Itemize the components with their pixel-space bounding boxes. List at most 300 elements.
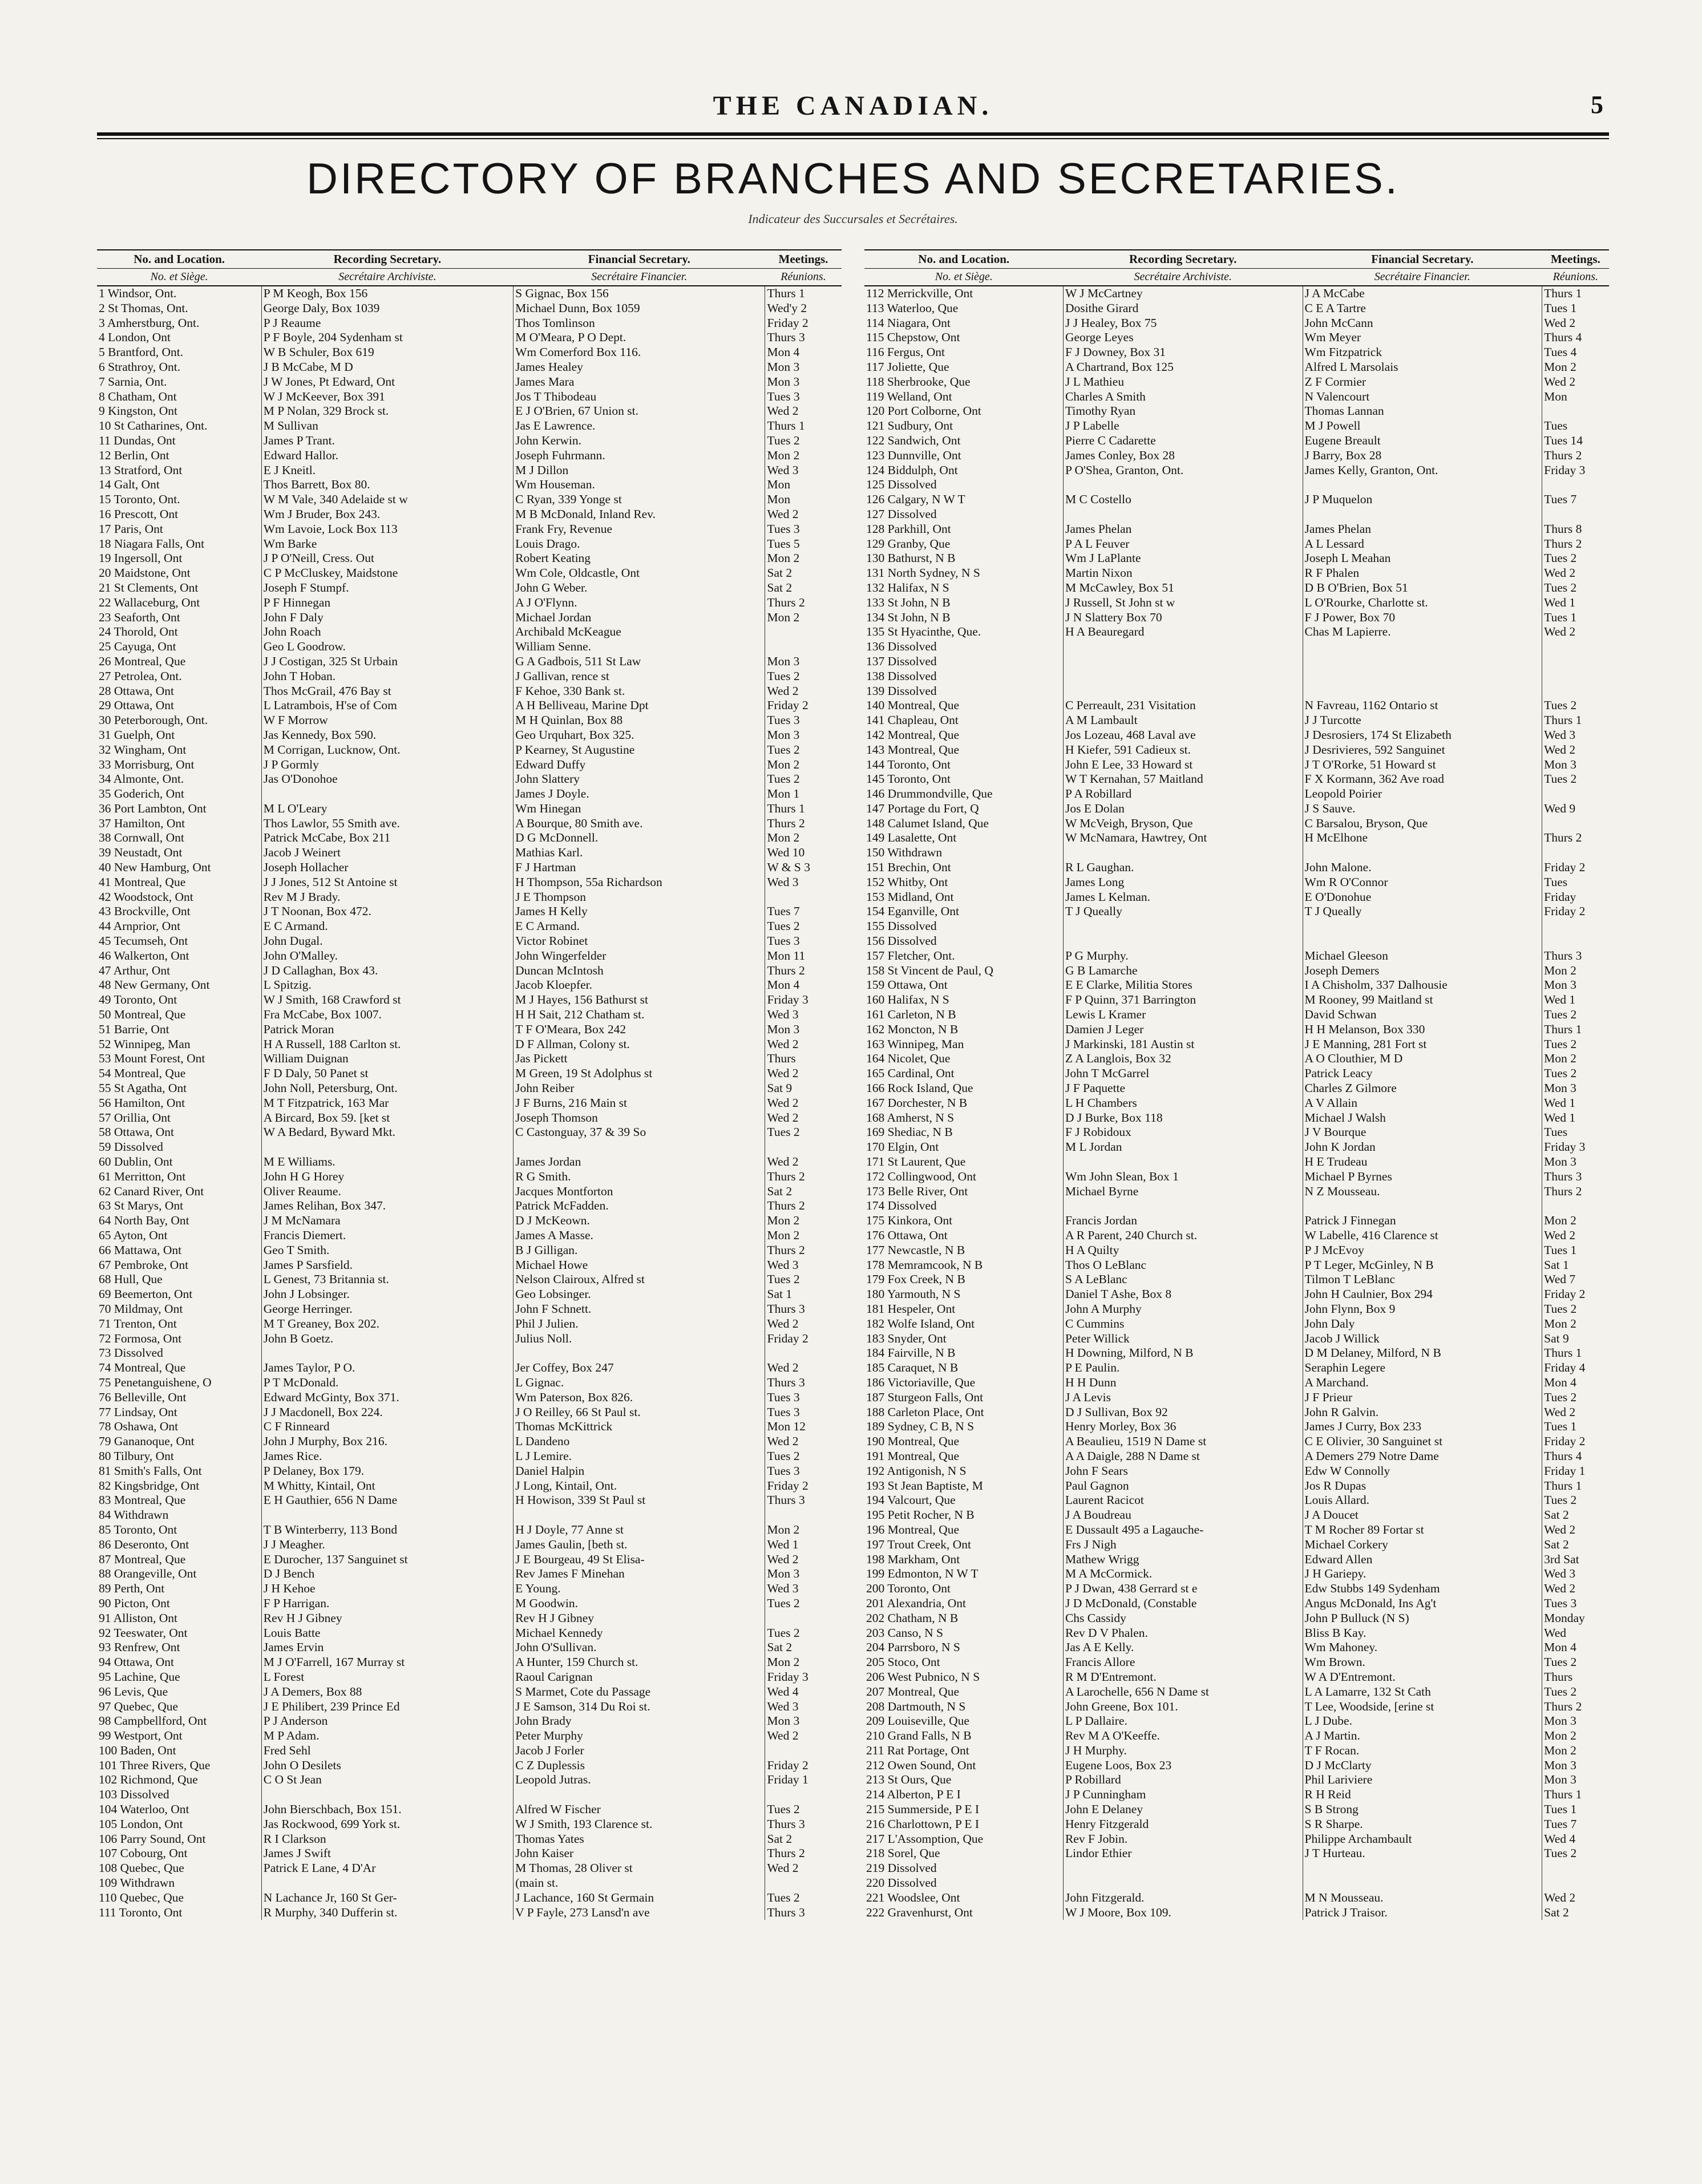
recording-secretary: James P Sarsfield. xyxy=(261,1258,513,1273)
recording-secretary: Wm Barke xyxy=(261,537,513,552)
financial-secretary: John Reiber xyxy=(514,1081,765,1096)
meeting-schedule: Wed'y 2 xyxy=(765,301,842,316)
branch-location: 72 Formosa, Ont xyxy=(99,1331,182,1345)
meeting-schedule: Thurs 8 xyxy=(1542,522,1609,537)
branch-location: 90 Picton, Ont xyxy=(99,1596,170,1610)
meeting-schedule: Tues 2 xyxy=(765,1272,842,1287)
meeting-schedule: Wed 3 xyxy=(765,1582,842,1596)
column-header-financial: Financial Secretary. xyxy=(514,250,765,269)
branch-location: 208 Dartmouth, N S xyxy=(866,1699,966,1713)
recording-secretary: John E Delaney xyxy=(1063,1802,1303,1817)
financial-secretary: Edward Allen xyxy=(1303,1552,1542,1567)
table-row xyxy=(97,1640,842,1655)
meeting-schedule: Wed 2 xyxy=(765,404,842,419)
financial-secretary: M Goodwin. xyxy=(514,1596,765,1611)
financial-secretary: L J Dube. xyxy=(1303,1714,1542,1729)
table-row xyxy=(864,1390,1609,1405)
table-row xyxy=(864,993,1609,1008)
branch-location: 191 Montreal, Que xyxy=(866,1449,960,1463)
meeting-schedule: Mon 4 xyxy=(765,345,842,360)
table-row xyxy=(864,1125,1609,1140)
financial-secretary: E C Armand. xyxy=(514,919,765,934)
financial-secretary xyxy=(1303,934,1542,949)
recording-secretary: James Rice. xyxy=(261,1449,513,1464)
financial-secretary: John F Schnett. xyxy=(514,1302,765,1317)
branch-location: 124 Biddulph, Ont xyxy=(866,463,958,477)
branch-location: 31 Guelph, Ont xyxy=(99,727,175,742)
meeting-schedule: Wed 2 xyxy=(1542,1891,1609,1906)
branch-location: 73 Dissolved xyxy=(99,1346,163,1360)
table-row xyxy=(864,640,1609,654)
table-row xyxy=(97,448,842,463)
recording-secretary: R I Clarkson xyxy=(261,1832,513,1847)
table-row xyxy=(97,316,842,331)
table-row xyxy=(97,1596,842,1611)
branch-location: 64 North Bay, Ont xyxy=(99,1214,189,1228)
branch-location: 180 Yarmouth, N S xyxy=(866,1287,961,1301)
recording-secretary: L H Chambers xyxy=(1063,1096,1303,1111)
branch-location: 108 Quebec, Que xyxy=(99,1861,184,1875)
table-row xyxy=(97,1184,842,1199)
financial-secretary: M N Mousseau. xyxy=(1303,1891,1542,1906)
branch-location: 142 Montreal, Que xyxy=(866,727,960,742)
recording-secretary: J P Cunningham xyxy=(1063,1787,1303,1802)
meeting-schedule: Tues 3 xyxy=(765,522,842,537)
financial-secretary: T Lee, Woodside, [erine st xyxy=(1303,1700,1542,1714)
table-row xyxy=(864,758,1609,773)
recording-secretary: C O St Jean xyxy=(261,1773,513,1787)
table-row xyxy=(97,1272,842,1287)
branch-location: 200 Toronto, Ont xyxy=(866,1582,951,1596)
recording-secretary: J A Levis xyxy=(1063,1390,1303,1405)
recording-secretary: P E Paulin. xyxy=(1063,1361,1303,1376)
recording-secretary: P M Keogh, Box 156 xyxy=(261,286,513,301)
recording-secretary: J L Mathieu xyxy=(1063,375,1303,390)
meeting-schedule: Friday 3 xyxy=(1542,463,1609,478)
financial-secretary: J S Sauve. xyxy=(1303,802,1542,816)
table-row xyxy=(864,1744,1609,1758)
financial-secretary: Michael P Byrnes xyxy=(1303,1170,1542,1184)
recording-secretary: John F Daly xyxy=(261,610,513,625)
recording-secretary: J P Labelle xyxy=(1063,419,1303,434)
recording-secretary: A Larochelle, 656 N Dame st xyxy=(1063,1685,1303,1700)
recording-secretary: W McVeigh, Bryson, Que xyxy=(1063,816,1303,831)
financial-secretary xyxy=(1303,1199,1542,1214)
financial-secretary: J V Bourque xyxy=(1303,1125,1542,1140)
table-row xyxy=(864,1787,1609,1802)
table-row xyxy=(97,1493,842,1508)
branch-location: 170 Elgin, Ont xyxy=(866,1140,939,1154)
meeting-schedule: Tues 2 xyxy=(765,1596,842,1611)
table-row xyxy=(864,1419,1609,1434)
financial-secretary xyxy=(1303,478,1542,492)
table-row xyxy=(97,625,842,640)
branch-location: 155 Dissolved xyxy=(866,919,937,933)
meeting-schedule: Tues 3 xyxy=(765,1464,842,1479)
recording-secretary: Lewis L Kramer xyxy=(1063,1008,1303,1022)
table-header-row xyxy=(97,250,842,269)
branch-location: 29 Ottawa, Ont xyxy=(99,698,174,713)
meeting-schedule: Mon 3 xyxy=(1542,1773,1609,1787)
branch-location: 25 Cayuga, Ont xyxy=(99,640,176,654)
branch-location: 82 Kingsbridge, Ont xyxy=(99,1478,200,1493)
table-row xyxy=(864,448,1609,463)
financial-secretary: A J O'Flynn. xyxy=(514,596,765,610)
financial-secretary: Patrick McFadden. xyxy=(514,1199,765,1214)
meeting-schedule: Mon 4 xyxy=(1542,1640,1609,1655)
financial-secretary: A O Clouthier, M D xyxy=(1303,1051,1542,1066)
branch-location: 92 Teeswater, Ont xyxy=(99,1625,188,1640)
table-row xyxy=(97,1390,842,1405)
branch-location: 89 Perth, Ont xyxy=(99,1582,165,1596)
recording-secretary: C F Rinneard xyxy=(261,1419,513,1434)
recording-secretary: J J Healey, Box 75 xyxy=(1063,316,1303,331)
financial-secretary: J Gallivan, rence st xyxy=(514,669,765,684)
branch-location: 91 Alliston, Ont xyxy=(99,1611,177,1625)
financial-secretary: H Thompson, 55a Richardson xyxy=(514,875,765,890)
table-row xyxy=(97,698,842,713)
recording-secretary: M Corrigan, Lucknow, Ont. xyxy=(261,743,513,758)
meeting-schedule: Mon xyxy=(1542,390,1609,405)
recording-secretary: T B Winterberry, 113 Bond xyxy=(261,1523,513,1538)
table-row xyxy=(97,1626,842,1641)
table-row xyxy=(97,949,842,964)
recording-secretary: Pierre C Cadarette xyxy=(1063,434,1303,448)
table-row xyxy=(864,1376,1609,1390)
table-row xyxy=(864,772,1609,787)
branch-location: 120 Port Colborne, Ont xyxy=(866,404,981,418)
branch-location: 98 Campbellford, Ont xyxy=(99,1714,207,1728)
branch-location: 185 Caraquet, N B xyxy=(866,1361,959,1375)
branch-location: 80 Tilbury, Ont xyxy=(99,1449,174,1463)
branch-location: 203 Canso, N S xyxy=(866,1625,943,1640)
financial-secretary: J A Doucet xyxy=(1303,1508,1542,1523)
financial-secretary xyxy=(514,1787,765,1802)
meeting-schedule: Wed 2 xyxy=(1542,1523,1609,1538)
financial-secretary: J Lachance, 160 St Germain xyxy=(514,1891,765,1906)
table-body-left xyxy=(97,286,842,1920)
meeting-schedule: Tues 2 xyxy=(765,1802,842,1817)
table-row xyxy=(864,1523,1609,1538)
branch-location: 48 New Germany, Ont xyxy=(99,978,210,992)
meeting-schedule xyxy=(1542,1861,1609,1876)
branch-location: 86 Deseronto, Ont xyxy=(99,1537,189,1551)
financial-secretary xyxy=(1303,640,1542,654)
meeting-schedule: Friday 3 xyxy=(765,993,842,1008)
table-row xyxy=(97,846,842,860)
branch-location: 58 Ottawa, Ont xyxy=(99,1125,174,1139)
financial-secretary: John Kerwin. xyxy=(514,434,765,448)
financial-secretary: Robert Keating xyxy=(514,551,765,566)
branch-location: 33 Morrisburg, Ont xyxy=(99,757,195,771)
branch-location: 44 Arnprior, Ont xyxy=(99,919,181,933)
financial-secretary: A Hunter, 159 Church st. xyxy=(514,1655,765,1670)
meeting-schedule: Tues 7 xyxy=(1542,1817,1609,1832)
meeting-schedule: Wed 1 xyxy=(1542,993,1609,1008)
meeting-schedule xyxy=(765,1876,842,1891)
financial-secretary: P J McEvoy xyxy=(1303,1243,1542,1258)
branch-location: 39 Neustadt, Ont xyxy=(99,846,183,860)
financial-secretary: J F Prieur xyxy=(1303,1390,1542,1405)
financial-secretary: F Kehoe, 330 Bank st. xyxy=(514,684,765,699)
table-row xyxy=(97,831,842,846)
financial-secretary: J F Burns, 216 Main st xyxy=(514,1096,765,1111)
financial-secretary: C Barsalou, Bryson, Que xyxy=(1303,816,1542,831)
recording-secretary: E C Armand. xyxy=(261,919,513,934)
recording-secretary: John J Lobsinger. xyxy=(261,1287,513,1302)
meeting-schedule: Wed 3 xyxy=(1542,728,1609,743)
meeting-schedule: Mon 2 xyxy=(1542,964,1609,978)
meeting-schedule: Sat 2 xyxy=(765,1640,842,1655)
branch-location: 173 Belle River, Ont xyxy=(866,1184,968,1198)
table-row xyxy=(97,1685,842,1700)
meeting-schedule: Tues 2 xyxy=(1542,1302,1609,1317)
table-row xyxy=(864,301,1609,316)
financial-secretary: S Marmet, Cote du Passage xyxy=(514,1685,765,1700)
financial-secretary xyxy=(1303,654,1542,669)
table-row xyxy=(97,1582,842,1596)
meeting-schedule: Tues 1 xyxy=(1542,301,1609,316)
table-row xyxy=(97,522,842,537)
table-row xyxy=(864,1714,1609,1729)
recording-secretary: P J Anderson xyxy=(261,1714,513,1729)
table-row xyxy=(97,1434,842,1449)
meeting-schedule: Wed 2 xyxy=(765,1434,842,1449)
branch-location: 102 Richmond, Que xyxy=(99,1773,198,1787)
meeting-schedule: Thurs 1 xyxy=(1542,713,1609,728)
table-row xyxy=(864,537,1609,552)
recording-secretary xyxy=(1063,640,1303,654)
branch-location: 164 Nicolet, Que xyxy=(866,1051,951,1066)
recording-secretary: Michael Byrne xyxy=(1063,1184,1303,1199)
recording-secretary xyxy=(1063,507,1303,522)
column-header-financial: Financial Secretary. xyxy=(1303,250,1542,269)
meeting-schedule: Wed 3 xyxy=(765,1258,842,1273)
meeting-schedule: Sat 2 xyxy=(1542,1508,1609,1523)
financial-secretary: James Gaulin, [beth st. xyxy=(514,1538,765,1552)
table-row xyxy=(864,1626,1609,1641)
branch-location: 183 Snyder, Ont xyxy=(866,1331,947,1345)
branch-location: 13 Stratford, Ont xyxy=(99,463,183,477)
table-row xyxy=(97,1214,842,1228)
branch-location: 46 Walkerton, Ont xyxy=(99,948,189,962)
recording-secretary: Francis Jordan xyxy=(1063,1214,1303,1228)
recording-secretary: W J McCartney xyxy=(1063,286,1303,301)
recording-secretary xyxy=(1063,919,1303,934)
column-header-location: No. and Location. xyxy=(97,250,261,269)
financial-secretary: L Dandeno xyxy=(514,1434,765,1449)
recording-secretary: Rev D V Phalen. xyxy=(1063,1626,1303,1641)
meeting-schedule: Mon 11 xyxy=(765,949,842,964)
table-row xyxy=(864,507,1609,522)
recording-secretary: James Taylor, P O. xyxy=(261,1361,513,1376)
recording-secretary: J J Macdonell, Box 224. xyxy=(261,1405,513,1420)
recording-secretary: N Lachance Jr, 160 St Ger- xyxy=(261,1891,513,1906)
meeting-schedule: Friday 3 xyxy=(1542,1140,1609,1155)
meeting-schedule: Friday 2 xyxy=(765,1758,842,1773)
branch-location: 157 Fletcher, Ont. xyxy=(866,948,955,962)
meeting-schedule: Mon 4 xyxy=(765,978,842,993)
meeting-schedule: Friday 2 xyxy=(765,1332,842,1346)
meeting-schedule: Tues 3 xyxy=(1542,1596,1609,1611)
financial-secretary: A J Martin. xyxy=(1303,1729,1542,1744)
column-subheader-financial: Secrétaire Financier. xyxy=(514,269,765,286)
table-row xyxy=(97,1155,842,1170)
branch-location: 169 Shediac, N B xyxy=(866,1125,953,1139)
meeting-schedule xyxy=(1542,478,1609,492)
financial-secretary: Wm R O'Connor xyxy=(1303,875,1542,890)
recording-secretary: J A Demers, Box 88 xyxy=(261,1685,513,1700)
journal-title: THE CANADIAN. xyxy=(713,91,993,121)
table-row xyxy=(864,1582,1609,1596)
branch-location: 146 Drummondville, Que xyxy=(866,787,993,801)
financial-secretary: Wm Hinegan xyxy=(514,802,765,816)
table-row xyxy=(97,1125,842,1140)
table-row xyxy=(97,1700,842,1714)
branch-location: 186 Victoriaville, Que xyxy=(866,1375,976,1389)
table-row xyxy=(97,1729,842,1744)
meeting-schedule: Wed 2 xyxy=(1542,316,1609,331)
table-row xyxy=(97,713,842,728)
table-row xyxy=(864,1479,1609,1494)
recording-secretary xyxy=(1063,684,1303,699)
financial-secretary: Nelson Clairoux, Alfred st xyxy=(514,1272,765,1287)
meeting-schedule: Wed 2 xyxy=(765,684,842,699)
recording-secretary: John T McGarrel xyxy=(1063,1066,1303,1081)
recording-secretary: E Dussault 495 a Lagauche- xyxy=(1063,1523,1303,1538)
table-row xyxy=(864,1611,1609,1626)
meeting-schedule xyxy=(765,1140,842,1155)
branch-location: 132 Halifax, N S xyxy=(866,580,949,594)
financial-secretary: Rev H J Gibney xyxy=(514,1611,765,1626)
meeting-schedule: Tues 2 xyxy=(765,1626,842,1641)
branch-location: 81 Smith's Falls, Ont xyxy=(99,1463,202,1478)
table-row xyxy=(864,787,1609,802)
recording-secretary: Rev H J Gibney xyxy=(261,1611,513,1626)
table-row xyxy=(864,492,1609,507)
table-row xyxy=(864,1817,1609,1832)
financial-secretary: P Kearney, St Augustine xyxy=(514,743,765,758)
financial-secretary: Leopold Jutras. xyxy=(514,1773,765,1787)
table-row xyxy=(864,1846,1609,1861)
recording-secretary: James Conley, Box 28 xyxy=(1063,448,1303,463)
recording-secretary xyxy=(261,1508,513,1523)
table-row xyxy=(97,330,842,345)
financial-secretary: A V Allain xyxy=(1303,1096,1542,1111)
branch-location: 30 Peterborough, Ont. xyxy=(99,713,208,727)
table-row xyxy=(864,1096,1609,1111)
table-row xyxy=(97,758,842,773)
financial-secretary: John McCann xyxy=(1303,316,1542,331)
meeting-schedule: Wed 3 xyxy=(765,463,842,478)
financial-secretary: A Marchand. xyxy=(1303,1376,1542,1390)
branch-location: 214 Alberton, P E I xyxy=(866,1787,961,1802)
recording-secretary xyxy=(1063,846,1303,860)
financial-secretary: James H Kelly xyxy=(514,904,765,919)
meeting-schedule: Sat 2 xyxy=(765,1184,842,1199)
recording-secretary: John O Desilets xyxy=(261,1758,513,1773)
financial-secretary: J E Thompson xyxy=(514,890,765,905)
financial-secretary: D G McDonnell. xyxy=(514,831,765,846)
page-number: 5 xyxy=(1591,91,1603,119)
meeting-schedule: Mon 3 xyxy=(765,1022,842,1037)
branch-location: 85 Toronto, Ont xyxy=(99,1522,177,1536)
recording-secretary: E E Clarke, Militia Stores xyxy=(1063,978,1303,993)
financial-secretary: David Schwan xyxy=(1303,1008,1542,1022)
recording-secretary: J M McNamara xyxy=(261,1214,513,1228)
branch-location: 116 Fergus, Ont xyxy=(866,345,945,359)
table-row xyxy=(864,875,1609,890)
financial-secretary: M Thomas, 28 Oliver st xyxy=(514,1861,765,1876)
recording-secretary: L P Dallaire. xyxy=(1063,1714,1303,1729)
recording-secretary: M P Adam. xyxy=(261,1729,513,1744)
meeting-schedule: Thurs 2 xyxy=(1542,1184,1609,1199)
branch-location: 161 Carleton, N B xyxy=(866,1008,956,1022)
meeting-schedule: Tues 2 xyxy=(1542,1846,1609,1861)
table-row xyxy=(97,1449,842,1464)
meeting-schedule: Mon 2 xyxy=(1542,1051,1609,1066)
meeting-schedule: Friday 2 xyxy=(765,1479,842,1494)
financial-secretary: Alfred L Marsolais xyxy=(1303,360,1542,375)
branch-location: 20 Maidstone, Ont xyxy=(99,566,191,580)
recording-secretary: John Roach xyxy=(261,625,513,640)
meeting-schedule: Wed 2 xyxy=(765,1861,842,1876)
financial-secretary: T F Rocan. xyxy=(1303,1744,1542,1758)
branch-location: 156 Dissolved xyxy=(866,934,937,948)
meeting-schedule: Sat 2 xyxy=(765,1832,842,1847)
meeting-schedule: Tues 2 xyxy=(1542,772,1609,787)
recording-secretary: P Delaney, Box 179. xyxy=(261,1464,513,1479)
branch-location: 216 Charlottown, P E I xyxy=(866,1817,980,1831)
recording-secretary: J P Gormly xyxy=(261,758,513,773)
meeting-schedule: Thurs 1 xyxy=(765,802,842,816)
meeting-schedule xyxy=(765,1787,842,1802)
table-row xyxy=(97,1891,842,1906)
recording-secretary: John B Goetz. xyxy=(261,1332,513,1346)
recording-secretary: John Fitzgerald. xyxy=(1063,1891,1303,1906)
table-row xyxy=(97,566,842,581)
recording-secretary: A R Parent, 240 Church st. xyxy=(1063,1228,1303,1243)
branch-location: 153 Midland, Ont xyxy=(866,889,954,904)
branch-location: 43 Brockville, Ont xyxy=(99,904,191,919)
column-subheader-recording: Secrétaire Archiviste. xyxy=(261,269,513,286)
recording-secretary: M Sullivan xyxy=(261,419,513,434)
financial-secretary: M J Dillon xyxy=(514,463,765,478)
meeting-schedule xyxy=(1542,640,1609,654)
table-row xyxy=(864,1802,1609,1817)
meeting-schedule: Thurs 4 xyxy=(1542,1449,1609,1464)
financial-secretary: Edw W Connolly xyxy=(1303,1464,1542,1479)
branch-location: 188 Carleton Place, Ont xyxy=(866,1405,984,1419)
branch-location: 221 Woodslee, Ont xyxy=(866,1890,960,1904)
financial-secretary: Edward Duffy xyxy=(514,758,765,773)
table-row xyxy=(864,1773,1609,1787)
branch-location: 192 Antigonish, N S xyxy=(866,1463,967,1478)
recording-secretary xyxy=(261,1787,513,1802)
recording-secretary: Dosithe Girard xyxy=(1063,301,1303,316)
branch-location: 45 Tecumseh, Ont xyxy=(99,934,188,948)
financial-secretary: J Barry, Box 28 xyxy=(1303,448,1542,463)
meeting-schedule: Tues 1 xyxy=(1542,610,1609,625)
meeting-schedule: Tues 2 xyxy=(1542,1390,1609,1405)
financial-secretary: Julius Noll. xyxy=(514,1332,765,1346)
meeting-schedule: Tues 3 xyxy=(765,1405,842,1420)
branch-location: 97 Quebec, Que xyxy=(99,1699,179,1713)
recording-secretary: P G Murphy. xyxy=(1063,949,1303,964)
recording-secretary: P J Reaume xyxy=(261,316,513,331)
financial-secretary: Seraphin Legere xyxy=(1303,1361,1542,1376)
meeting-schedule: Tues 2 xyxy=(765,772,842,787)
